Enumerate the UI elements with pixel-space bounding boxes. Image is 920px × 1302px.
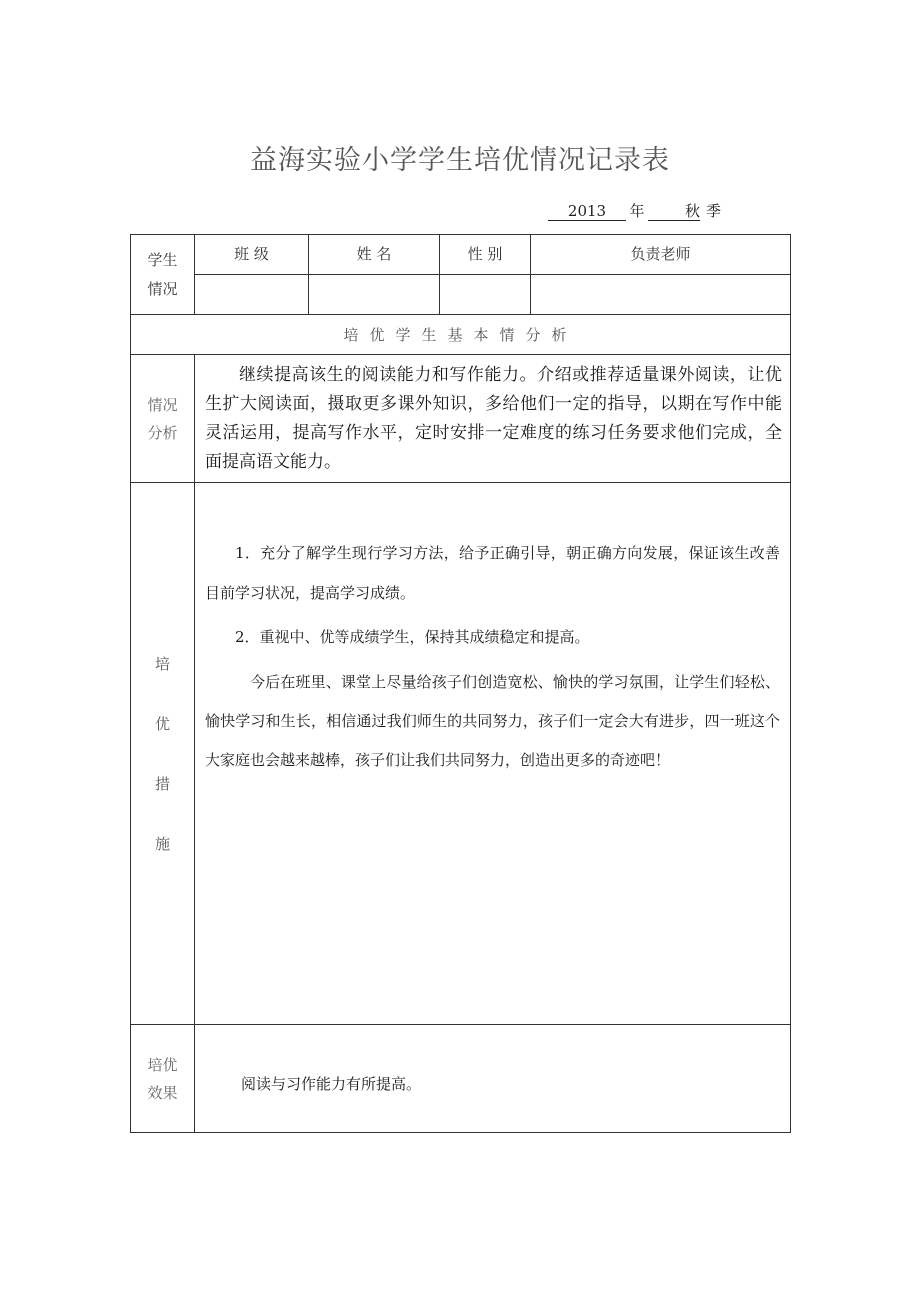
term-line bbox=[548, 202, 721, 221]
measures-label-char: 培 bbox=[154, 654, 170, 673]
measures-label-char: 优 bbox=[154, 714, 170, 733]
analysis-content bbox=[195, 355, 791, 483]
measures-label bbox=[131, 483, 195, 1025]
gender-header: 性 别 bbox=[440, 235, 531, 275]
analysis-section-title: 培优学生基本情分析 bbox=[131, 315, 791, 355]
page-title: 益海实验小学学生培优情况记录表 bbox=[250, 145, 670, 176]
measures-closing: 今后在班里、课堂上尽量给孩子们创造宽松、愉快的学习氛围，让学生们轻松、愉快学习和生长，相信通过我们师生的共同努力，孩子们一定会大有进步，四一班这个大家庭也会越来越棒，孩子们让我们共同努力，创造出更多的奇迹吧！ bbox=[205, 673, 780, 769]
result-label-line2: 效果 bbox=[147, 1083, 178, 1102]
class-header: 班 级 bbox=[195, 235, 309, 275]
measures-content bbox=[195, 483, 791, 1025]
teacher-field[interactable] bbox=[531, 275, 791, 315]
student-info-label bbox=[131, 235, 195, 315]
analysis-text: 继续提高该生的阅读能力和写作能力。介绍或推荐适量课外阅读，让优生扩大阅读面，摄取更多课外知识，多给他们一定的指导，以期在写作中能灵活运用，提高写作水平，定时安排一定难度的练习任务要求他们完成，全面提高语文能力。 bbox=[205, 364, 782, 472]
gender-field[interactable] bbox=[440, 275, 531, 315]
student-info-label-line2: 情况 bbox=[147, 279, 178, 298]
analysis-label-line2: 分析 bbox=[147, 423, 178, 442]
measures-label-char: 措 bbox=[154, 774, 170, 793]
measures-label-char: 施 bbox=[154, 834, 170, 853]
name-field[interactable] bbox=[309, 275, 440, 315]
result-text: 阅读与习作能力有所提高。 bbox=[195, 1025, 791, 1133]
measure-item-1: 1．充分了解学生现行学习方法，给予正确引导，朝正确方向发展，保证该生改善目前学习状况，提高学习成绩。 bbox=[205, 544, 780, 602]
result-label bbox=[131, 1025, 195, 1133]
year-field[interactable]: 2013 bbox=[548, 202, 626, 221]
teacher-header: 负责老师 bbox=[531, 235, 791, 275]
name-header: 姓 名 bbox=[309, 235, 440, 275]
year-suffix: 年 bbox=[629, 202, 645, 220]
measure-item-2: 2．重视中、优等成绩学生，保持其成绩稳定和提高。 bbox=[235, 628, 590, 646]
class-field[interactable] bbox=[195, 275, 309, 315]
analysis-label-line1: 情况 bbox=[147, 395, 178, 414]
analysis-label bbox=[131, 355, 195, 483]
result-label-line1: 培优 bbox=[147, 1055, 178, 1074]
season-field[interactable]: 秋 bbox=[648, 202, 700, 221]
record-table bbox=[130, 234, 791, 1133]
season-suffix: 季 bbox=[706, 202, 722, 220]
student-info-label-line1: 学生 bbox=[147, 250, 178, 269]
